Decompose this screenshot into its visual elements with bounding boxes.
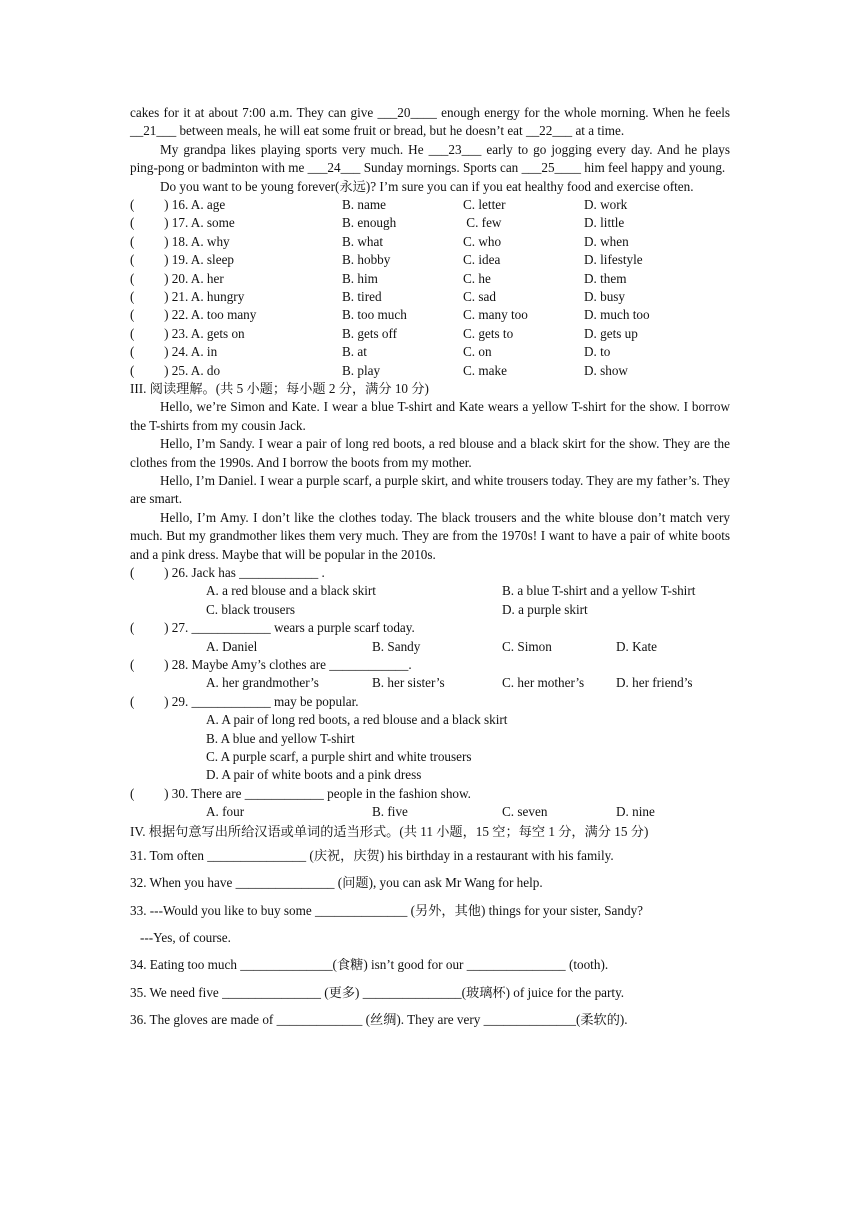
option-b: B. hobby xyxy=(342,252,391,268)
question-stem: ( ) 27. ____________ wears a purple scarf today. xyxy=(130,620,415,636)
option-c: C. sad xyxy=(463,288,496,304)
question-stem: ( ) 19. A. sleep xyxy=(130,252,235,268)
fill-blank-line: 35. We need five _______________ (更多) _______________(玻璃杯) of juice for the party. xyxy=(130,984,625,1000)
option-d: D. Kate xyxy=(616,638,658,654)
option-c: C. who xyxy=(463,233,502,249)
question-stem: ( ) 25. A. do xyxy=(130,362,221,378)
question-stem: ( ) 26. Jack has ____________ . xyxy=(130,565,325,580)
option-a: A. A pair of long red boots, a red blouse and a black skirt xyxy=(206,712,508,728)
option-a: A. Daniel xyxy=(206,638,258,654)
option-b: B. too much xyxy=(342,307,407,323)
question-row xyxy=(130,251,730,269)
question-row xyxy=(130,325,730,343)
option-d: D. nine xyxy=(616,804,655,820)
option-b: B. him xyxy=(342,270,378,286)
question-row xyxy=(130,233,730,251)
vocab-section-heading: IV. 根据句意写出所给汉语或单词的适当形式。(共 11 小题，15 空；每空 1 分，满分 15 分) xyxy=(130,824,649,840)
option-row xyxy=(130,638,730,656)
question-stem: ( ) 30. There are ____________ people in the fashion show. xyxy=(130,785,471,801)
question-stem: ( ) 28. Maybe Amy’s clothes are ____________. xyxy=(130,656,412,672)
question-stem: ( ) 22. A. too many xyxy=(130,307,257,323)
option-d: D. her friend’s xyxy=(616,675,693,691)
option-row xyxy=(130,674,730,692)
question-stem: ( ) 20. A. her xyxy=(130,270,224,286)
fill-blank-line: 34. Eating too much ______________(食糖) isn’t good for our _______________ (tooth). xyxy=(130,957,609,973)
cloze-paragraph: cakes for it at about 7:00 a.m. They can give ___20____ enough energy for the whole morning. When he feels __21___ between meals, he will eat some fruit or bread, but he doesn’t eat __22___ at a time. xyxy=(130,105,730,139)
option-c: C. black trousers xyxy=(206,601,295,617)
option-c: C. seven xyxy=(502,804,548,820)
option-c: C. Simon xyxy=(502,638,552,654)
option-c: C. letter xyxy=(463,197,506,213)
option-b: B. enough xyxy=(342,215,397,231)
option-d: D. them xyxy=(584,270,627,286)
option-b: B. name xyxy=(342,197,386,213)
question-row xyxy=(130,288,730,306)
fill-blank-line: 32. When you have _______________ (问题), you can ask Mr Wang for help. xyxy=(130,875,543,891)
question-stem: ( ) 18. A. why xyxy=(130,233,230,249)
reading-section-heading: III. 阅读理解。(共 5 小题；每小题 2 分，满分 10 分) xyxy=(130,380,429,396)
reading-question-29 xyxy=(130,693,730,785)
option-c: C. few xyxy=(463,215,502,231)
reading-question-28 xyxy=(130,656,730,693)
question-stem: ( ) 21. A. hungry xyxy=(130,288,245,304)
option-d: D. lifestyle xyxy=(584,252,643,268)
question-stem: ( ) 16. A. age xyxy=(130,197,226,213)
option-b: B. at xyxy=(342,344,367,360)
question-stem: ( ) 29. ____________ may be popular. xyxy=(130,693,359,709)
question-stem: ( ) 17. A. some xyxy=(130,215,235,231)
option-b: B. play xyxy=(342,362,381,378)
option-c: C. idea xyxy=(463,252,501,268)
reading-paragraph: Hello, we’re Simon and Kate. I wear a blue T-shirt and Kate wears a yellow T-shirt for the show. I borrow the T-shirts from my cousin Jack. xyxy=(130,399,730,433)
reading-passage xyxy=(130,398,730,564)
question-row xyxy=(130,270,730,288)
option-b: B. five xyxy=(372,804,408,820)
option-b: B. gets off xyxy=(342,325,398,341)
option-d: D. work xyxy=(584,197,628,213)
option-d: D. when xyxy=(584,233,629,249)
option-d: D. a purple skirt xyxy=(502,601,588,617)
cloze-paragraph: My grandpa likes playing sports very much. He ___23___ early to go jogging every day. And he plays ping-pong or badminton with me ___24___ Sunday mornings. Sports can ___25____ him feel happy and young. xyxy=(130,141,730,176)
option-c: C. A purple scarf, a purple shirt and white trousers xyxy=(206,748,472,764)
option-b: B. A blue and yellow T-shirt xyxy=(206,730,355,746)
question-row xyxy=(130,214,730,232)
option-c: C. her mother’s xyxy=(502,675,585,691)
option-d: D. little xyxy=(584,215,625,231)
reading-paragraph: Hello, I’m Amy. I don’t like the clothes today. The black trousers and the white blouse don’t match very much. But my grandmother likes them very much. They are from the 1970s! I want to have a pair of white boots and a pink dress. Maybe that will be popular in the 2010s. xyxy=(130,509,730,562)
option-d: D. much too xyxy=(584,307,650,323)
option-a: A. four xyxy=(206,804,245,820)
option-b: B. Sandy xyxy=(372,638,421,654)
option-c: C. make xyxy=(463,362,507,378)
question-row xyxy=(130,196,730,214)
vocab-questions xyxy=(130,842,730,1034)
option-row xyxy=(130,582,730,600)
reading-paragraph: Hello, I’m Daniel. I wear a purple scarf, a purple skirt, and white trousers today. They are my father’s. They are smart. xyxy=(130,472,730,507)
option-d: D. A pair of white boots and a pink dress xyxy=(206,767,422,783)
option-d: D. gets up xyxy=(584,325,638,341)
reading-question-30 xyxy=(130,785,730,822)
option-row xyxy=(130,601,730,619)
option-c: C. on xyxy=(463,344,492,360)
option-c: C. many too xyxy=(463,307,528,323)
option-row xyxy=(130,803,730,821)
question-stem: ( ) 24. A. in xyxy=(130,344,218,360)
fill-blank-line: 33. ---Would you like to buy some ______________ (另外，其他) things for your sister, Sandy? xyxy=(130,902,644,918)
fill-blank-line: 31. Tom often _______________ (庆祝，庆贺) his birthday in a restaurant with his family. xyxy=(130,847,614,863)
option-b: B. tired xyxy=(342,288,382,304)
option-d: D. to xyxy=(584,344,611,360)
option-a: A. a red blouse and a black skirt xyxy=(206,583,376,599)
option-a: A. her grandmother’s xyxy=(206,675,319,691)
option-b: B. what xyxy=(342,233,384,249)
cloze-questions xyxy=(130,196,730,380)
reading-question-27 xyxy=(130,619,730,656)
fill-blank-line: ---Yes, of course. xyxy=(140,930,231,946)
cloze-paragraph: Do you want to be young forever(永远)? I’m sure you can if you eat healthy food and exercise often. xyxy=(160,178,694,194)
option-b: B. her sister’s xyxy=(372,675,445,691)
option-c: C. gets to xyxy=(463,325,514,341)
option-d: D. show xyxy=(584,362,628,378)
question-row xyxy=(130,306,730,324)
fill-blank-line: 36. The gloves are made of _____________ (丝绸). They are very ______________(柔软的). xyxy=(130,1012,628,1028)
option-b: B. a blue T-shirt and a yellow T-shirt xyxy=(502,583,696,599)
reading-question-26 xyxy=(130,564,730,619)
question-stem: ( ) 23. A. gets on xyxy=(130,325,245,341)
exam-page xyxy=(130,104,730,1034)
cloze-passage xyxy=(130,104,730,196)
option-d: D. busy xyxy=(584,288,626,304)
option-c: C. he xyxy=(463,270,491,286)
question-row xyxy=(130,362,730,380)
question-row xyxy=(130,343,730,361)
reading-paragraph: Hello, I’m Sandy. I wear a pair of long red boots, a red blouse and a black skirt for the show. They are the clothes from the 1990s. And I borrow the boots from my mother. xyxy=(130,436,730,470)
